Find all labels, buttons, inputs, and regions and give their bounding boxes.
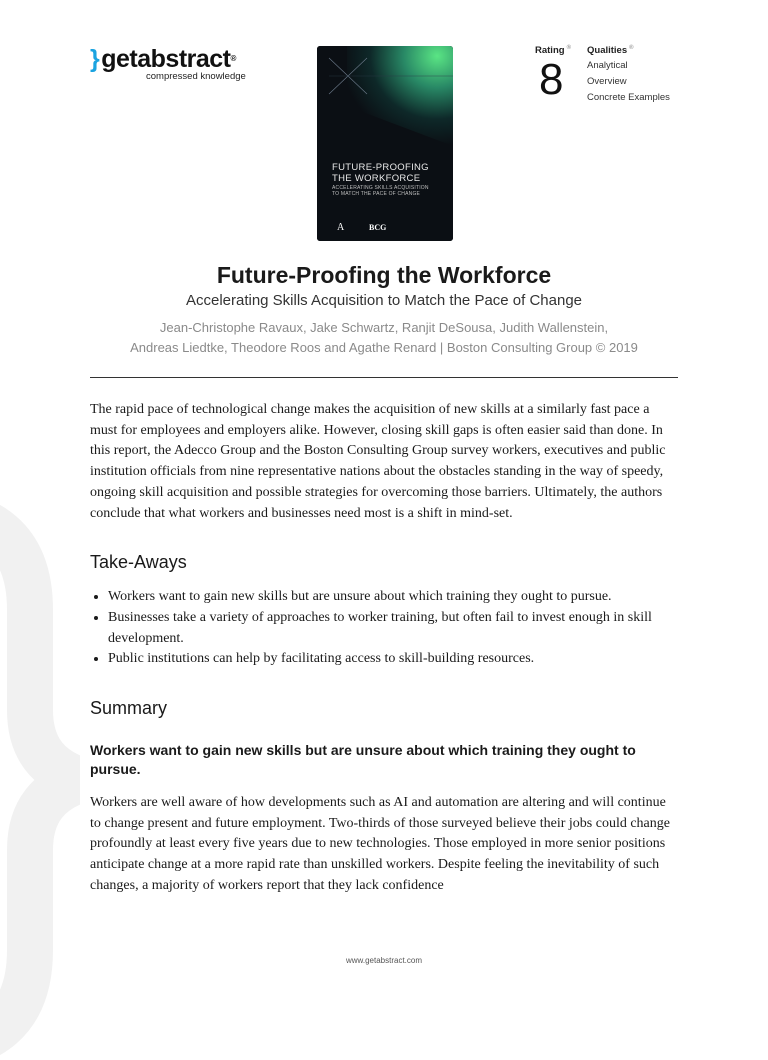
summary-subheading: Workers want to gain new skills but are unsure about which training they ought to pursue. [90,742,636,778]
intro-paragraph: The rapid pace of technological change makes the acquisition of new skills at a similarly fast pace a must for employees and employers alike. However, closing skill gaps is often easier said than done. In this report, the Adecco Group and the Boston Consulting Group survey workers, executives and public institution officials from nine representative nations about the obstacles standing in the way of speedy, ongoing skill acquisition and possible strategies for overcoming those barriers. Ultimately, the authors conclude that what workers and businesses need most is a shift in mind-set. [90,402,666,521]
rating-registered-mark: ® [566,45,571,51]
book-cover [317,46,453,241]
takeaway-item: • Workers want to gain new skills but are unsure about which training they ought to pursue. [108,587,678,608]
qualities-block [587,45,670,104]
logo-name: getabstract [101,45,231,73]
logo-tagline: compressed knowledge [146,71,246,82]
takeaway-item: • Public institutions can help by facilitating access to skill-building resources. [108,649,678,670]
title-block [90,260,678,358]
main-content [90,400,678,897]
takeaways-list [90,587,678,670]
divider [90,377,678,378]
logo-trademark: ® [230,54,236,63]
cover-bcg-logo: BCG [369,223,387,232]
takeaway-item: • Businesses take a variety of approaches to worker training, but often fail to invest enough in skill development. [108,608,678,649]
book-subtitle: Accelerating Skills Acquisition to Match the Pace of Change [185,292,583,309]
summary-heading: Summary [90,698,168,719]
quality-overview: Overview [587,76,627,87]
takeaways-heading: Take-Aways [90,552,187,573]
qualities-registered-mark: ® [629,45,634,51]
cover-title-line2: THE WORKFORCE [332,173,421,184]
getabstract-logo[interactable] [90,44,246,82]
cover-title-line1: FUTURE-PROOFING [332,162,429,173]
book-title: Future-Proofing the Workforce [216,262,552,288]
authors-line2: Andreas Liedtke, Theodore Roos and Agathe Renard | Boston Consulting Group © 2019 [130,340,638,355]
background-brace-watermark [0,500,80,1060]
rating-value: 8 [539,55,564,104]
cover-adecco-logo: A [337,222,345,233]
logo-brace-icon: } [90,45,100,73]
authors-line1: Jean-Christophe Ravaux, Jake Schwartz, Ranjit DeSousa, Judith Wallenstein, [159,320,609,335]
rating-label: Rating [535,45,565,56]
cover-art [317,46,453,241]
qualities-label: Qualities [587,45,628,56]
quality-concrete-examples: Concrete Examples [587,92,670,103]
footer-url[interactable]: www.getabstract.com [345,956,423,965]
rating-block [535,45,571,102]
summary-paragraph: Workers are well aware of how developments such as AI and automation are altering and will continue to change present and future employment. Two-thirds of those surveyed believe their jobs could change profoundly at least every five years due to new technologies. Those employed in more senior positions anticipate change at a more rapid rate than unskilled workers. Despite feeling the inevitability of such changes, a majority of workers report that they lack confidence [90,795,670,893]
quality-analytical: Analytical [587,60,628,71]
cover-subtitle-line2: TO MATCH THE PACE OF CHANGE [332,191,421,197]
book-authors [90,318,678,358]
cover-subtitle-line1: ACCELERATING SKILLS ACQUISITION [332,185,429,191]
